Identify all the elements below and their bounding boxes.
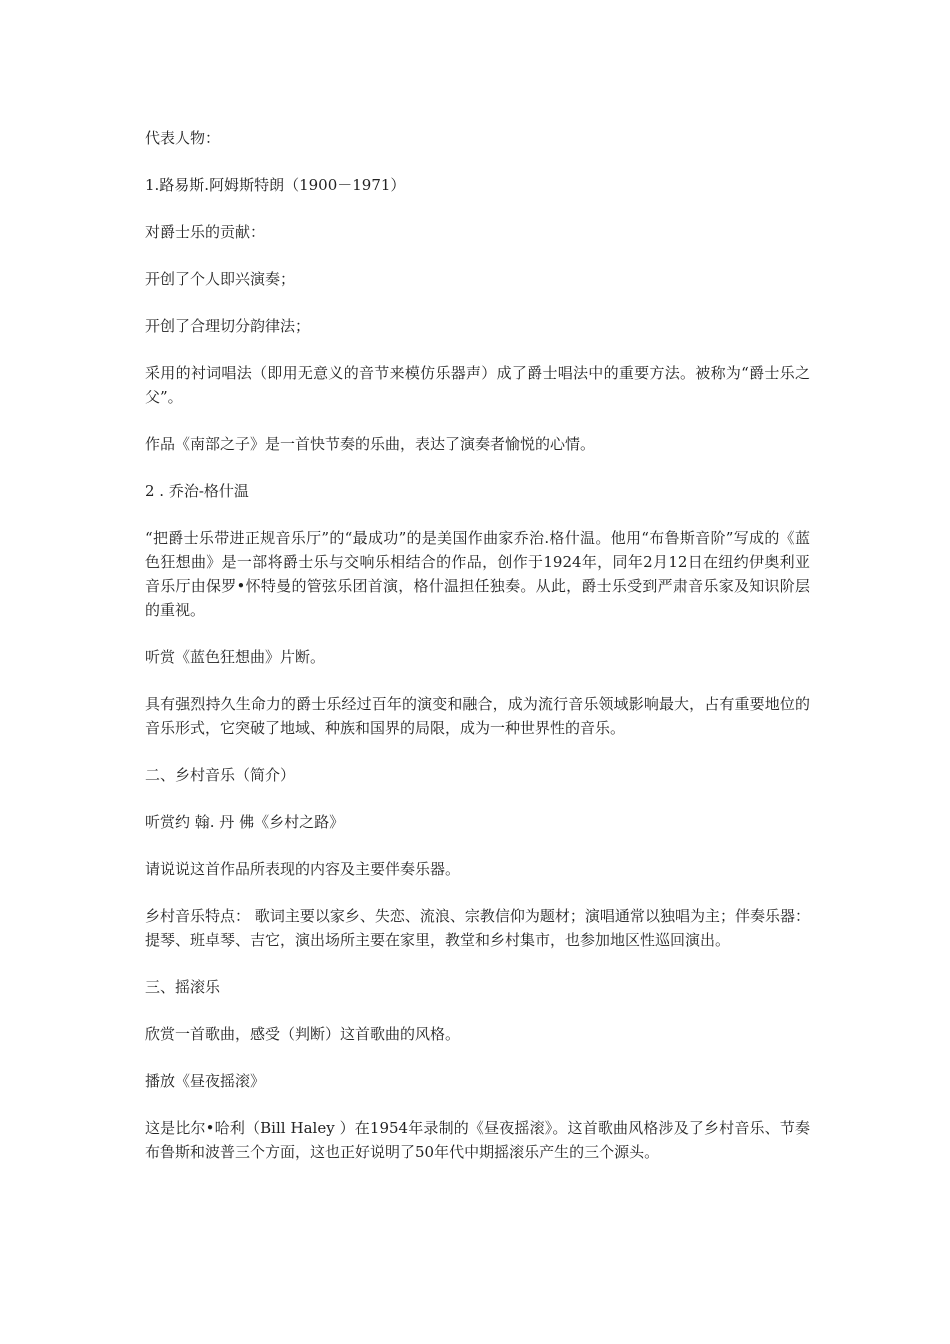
section-country-music: 二、乡村音乐（简介） xyxy=(145,766,296,784)
gershwin-description: “把爵士乐带进正规音乐厅”的“最成功”的是美国作曲家乔治.格什温。他用“布鲁斯音阶”写成的《蓝色狂想曲》是一部将爵士乐与交响乐相结合的作品，创作于1924年，同年2月12日在纽约伊奥利亚音乐厅由保罗•怀特曼的管弦乐团首演，格什温担任独奏。从此，爵士乐受到严肃音乐家及知识阶层的重视。 xyxy=(145,529,810,619)
item-gershwin: 2 . 乔治-格什温 xyxy=(145,482,249,500)
jazz-summary: 具有强烈持久生命力的爵士乐经过百年的演变和融合，成为流行音乐领域影响最大，占有重要地位的音乐形式，它突破了地域、种族和国界的局限，成为一种世界性的音乐。 xyxy=(145,695,810,737)
rock-activity: 欣赏一首歌曲，感受（判断）这首歌曲的风格。 xyxy=(145,1025,461,1043)
question-instruments: 请说说这首作品所表现的内容及主要伴奏乐器。 xyxy=(145,860,461,878)
section-rock: 三、摇滚乐 xyxy=(145,978,221,996)
rock-description: 这是比尔•哈利（Bill Haley ）在1954年录制的《昼夜摇滚》。这首歌曲风格涉及了乡村音乐、节奏布鲁斯和波普三个方面，这也正好说明了50年代中期摇滚乐产生的三个源头。 xyxy=(145,1119,810,1161)
listen-rhapsody: 听赏《蓝色狂想曲》片断。 xyxy=(145,648,326,666)
contribution-improvisation: 开创了个人即兴演奏； xyxy=(145,270,296,288)
work-son-of-south: 作品《南部之子》是一首快节奏的乐曲，表达了演奏者愉悦的心情。 xyxy=(145,435,596,453)
item-armstrong: 1.路易斯.阿姆斯特朗（1900－1971） xyxy=(145,176,406,194)
contribution-syncopation: 开创了合理切分韵律法； xyxy=(145,317,311,335)
country-features: 乡村音乐特点： 歌词主要以家乡、失恋、流浪、宗教信仰为题材；演唱通常以独唱为主；伴奏乐器：提琴、班卓琴、吉它，演出场所主要在家里，教堂和乡村集市，也参加地区性巡回演出。 xyxy=(145,907,810,949)
contribution-heading: 对爵士乐的贡献： xyxy=(145,223,266,241)
contribution-scat: 采用的衬词唱法（即用无意义的音节来模仿乐器声）成了爵士唱法中的重要方法。被称为“爵士乐之父”。 xyxy=(145,364,810,406)
play-rock-around-clock: 播放《昼夜摇滚》 xyxy=(145,1072,266,1090)
document-body xyxy=(145,126,810,1187)
heading-representatives: 代表人物： xyxy=(145,129,221,147)
listen-country-roads: 听赏约 翰. 丹 佛《乡村之路》 xyxy=(145,813,345,831)
